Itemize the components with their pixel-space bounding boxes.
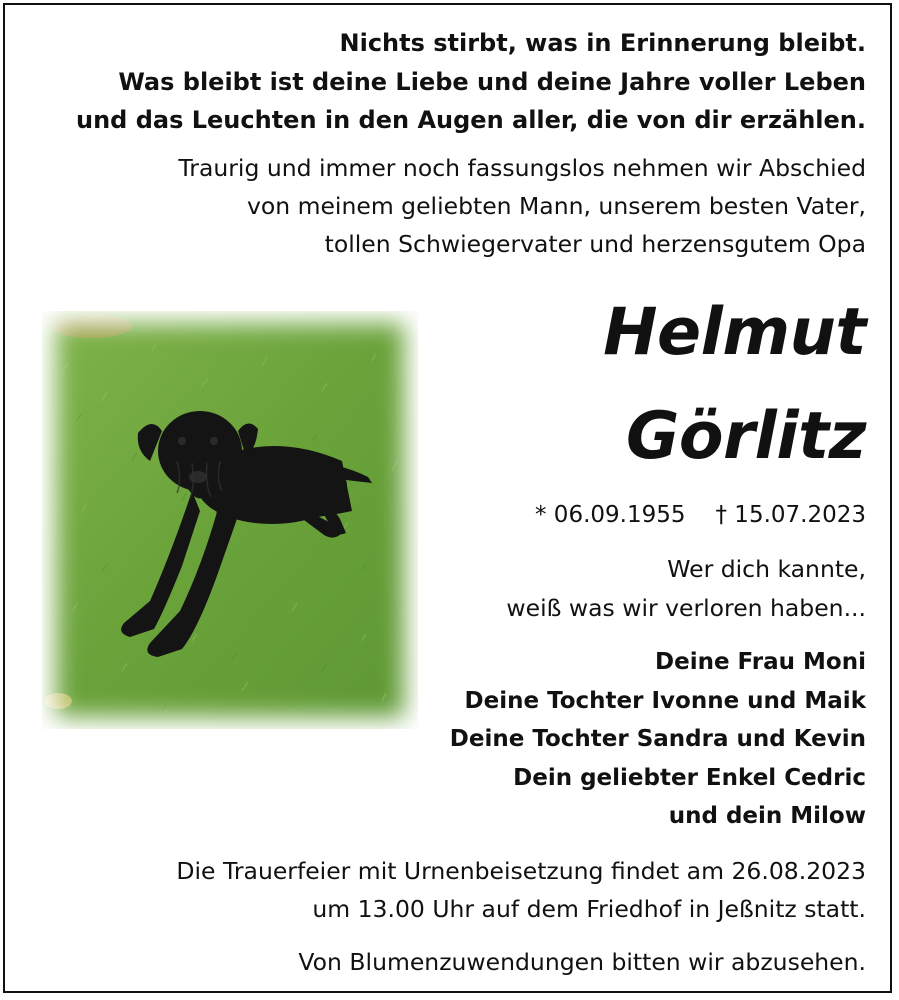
service-line: um 13.00 Uhr auf dem Friedhof in Jeßnitz statt. xyxy=(312,894,866,923)
family-member: Deine Tochter Ivonne und Maik xyxy=(464,687,866,714)
intro-line: von meinem geliebten Mann, unserem besten Vater, xyxy=(246,192,866,220)
first-name: Helmut xyxy=(603,295,866,370)
motto-line: Was bleibt ist deine Liebe und deine Jahre voller Leben xyxy=(118,67,866,96)
service-info xyxy=(176,853,866,928)
intro-text xyxy=(178,149,866,263)
dog-photo xyxy=(42,311,418,729)
life-dates xyxy=(535,497,866,533)
quote xyxy=(506,550,866,628)
intro-line: Traurig und immer noch fassungslos nehmen wir Abschied xyxy=(178,154,866,182)
flowers-note: Von Blumenzuwendungen bitten wir abzusehen. xyxy=(298,948,866,976)
motto-line: und das Leuchten in den Augen aller, die von dir erzählen. xyxy=(76,106,866,134)
birth-date: * 06.09.1955 xyxy=(535,502,686,528)
family-member: Dein geliebter Enkel Cedric xyxy=(513,764,866,791)
family-member: und dein Milow xyxy=(668,803,866,829)
intro-line: tollen Schwiegervater und herzensgutem Opa xyxy=(324,230,866,258)
quote-line: weiß was wir verloren haben... xyxy=(506,594,866,622)
motto-line: Nichts stirbt, was in Erinnerung bleibt. xyxy=(339,29,866,57)
quote-line: Wer dich kannte, xyxy=(667,555,866,583)
service-line: Die Trauerfeier mit Urnenbeisetzung findet am 26.08.2023 xyxy=(176,857,866,885)
death-date: † 15.07.2023 xyxy=(715,502,866,528)
family-list xyxy=(450,643,866,836)
family-member: Deine Frau Moni xyxy=(655,649,866,675)
motto xyxy=(76,24,866,140)
last-name: Görlitz xyxy=(625,399,866,474)
family-member: Deine Tochter Sandra und Kevin xyxy=(449,726,866,752)
